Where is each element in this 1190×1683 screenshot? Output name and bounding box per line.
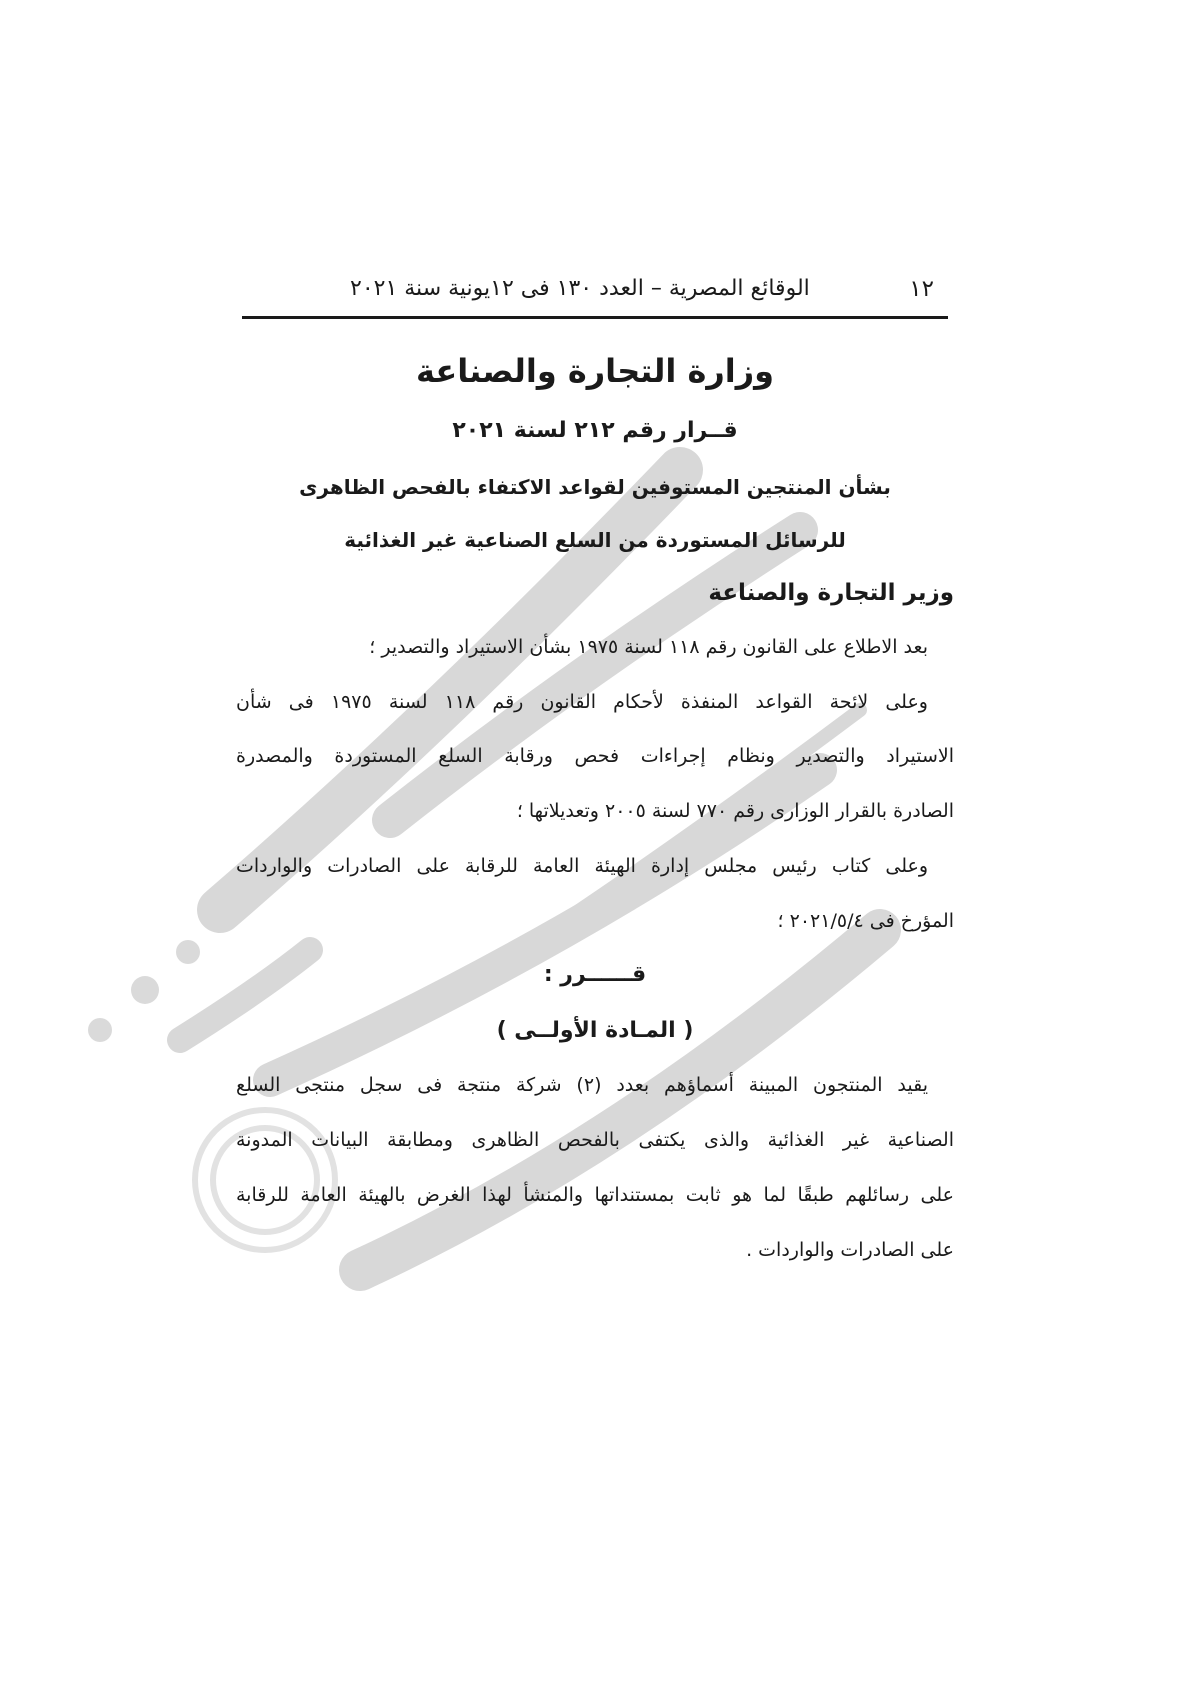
gazette-header — [242, 272, 948, 319]
article-line-1: يقيد المنتجون المبينة أسماؤهم بعدد (٢) شركة منتجة فى سجل منتجى السلع — [236, 1074, 928, 1096]
preamble-line-1: بعد الاطلاع على القانون رقم ١١٨ لسنة ١٩٧٥ بشأن الاستيراد والتصدير ؛ — [369, 636, 928, 658]
ministry-title: وزارة التجارة والصناعة — [415, 352, 775, 390]
article-one-title: ( المـادة الأولــى ) — [496, 1018, 694, 1043]
decree-number: قــرار رقم ٢١٢ لسنة ٢٠٢١ — [452, 418, 738, 443]
gazette-issue-line: الوقائع المصرية – العدد ١٣٠ فى ١٢يونية سنة ٢٠٢١ — [350, 276, 810, 301]
decree-subject-line-2: للرسائل المستوردة من السلع الصناعية غير الغذائية — [344, 528, 846, 552]
preamble-line-4: الصادرة بالقرار الوزارى رقم ٧٧٠ لسنة ٢٠٠٥ وتعديلاتها ؛ — [516, 800, 954, 822]
preamble-line-6: المؤرخ فى ٢٠٢١/٥/٤ ؛ — [777, 910, 954, 932]
decree-subject-line-1: بشأن المنتجين المستوفين لقواعد الاكتفاء بالفحص الظاهرى — [299, 475, 891, 499]
article-line-2: الصناعية غير الغذائية والذى يكتفى بالفحص الظاهرى ومطابقة البيانات المدونة — [236, 1129, 954, 1151]
preamble-line-3: الاستيراد والتصدير ونظام إجراءات فحص ورقابة السلع المستوردة والمصدرة — [236, 745, 954, 767]
preamble-line-2: وعلى لائحة القواعد المنفذة لأحكام القانون رقم ١١٨ لسنة ١٩٧٥ فى شأن — [236, 691, 928, 713]
decided-heading: قــــــرر : — [543, 962, 647, 987]
preamble-line-5: وعلى كتاب رئيس مجلس إدارة الهيئة العامة للرقابة على الصادرات والواردات — [236, 855, 928, 877]
article-line-4: على الصادرات والواردات . — [746, 1239, 954, 1261]
page-number: ١٢ — [909, 276, 934, 302]
article-line-3: على رسائلهم طبقًا لما هو ثابت بمستنداتها والمنشأ لهذا الغرض بالهيئة العامة للرقابة — [236, 1184, 954, 1206]
minister-heading: وزير التجارة والصناعة — [708, 580, 954, 606]
